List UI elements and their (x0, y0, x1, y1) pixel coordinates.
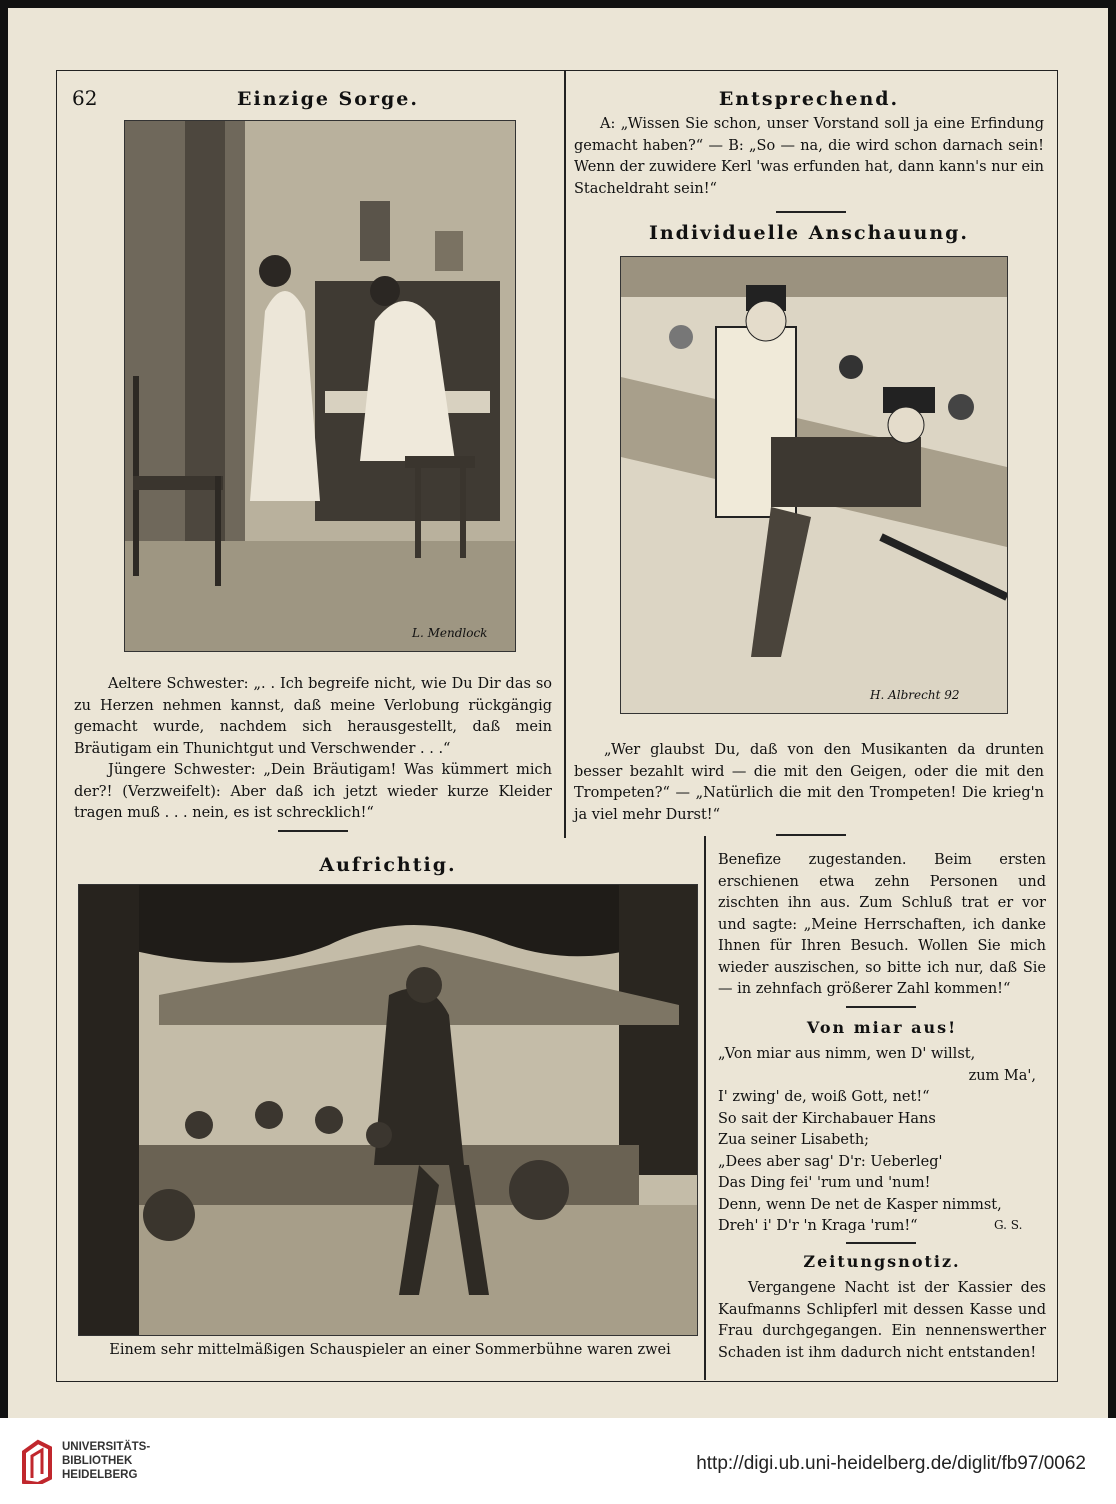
poem-signature: G. S. (994, 1218, 1023, 1232)
poem-line-7: Das Ding fei' 'rum und 'num! (718, 1175, 931, 1191)
paragraph-1: Aeltere Schwester: „. . Ich begreife nicht, wie Du Dir das so zu Herzen nehmen kannst, daß meine Verlobung rückgängig gemacht wurde, nachdem sich herausgestellt, daß mein Bräutigam ein Thunichtgut und Verschwender . . .“ (74, 676, 552, 757)
separator-bottom-right-1 (846, 1006, 916, 1008)
scanned-page (8, 8, 1108, 1418)
library-logo-icon (20, 1438, 54, 1484)
library-name-line-1: UNIVERSITÄTS- (62, 1441, 151, 1453)
text-individuelle-anschauung: „Wer glaubst Du, daß von den Musikanten da drunten besser bezahlt wird — die mit den Geigen, oder die mit den Trompeten?“ — „Natürlich die mit den Trompeten! Die krieg'n ja viel mehr Durst!“ (574, 742, 1044, 823)
poem-line-2: zum Ma', (968, 1067, 1036, 1084)
poem-line-3: I' zwing' de, woiß Gott, net!“ (718, 1089, 930, 1105)
poem-line-4: So sait der Kirchabauer Hans (718, 1110, 936, 1127)
title-einzige-sorge: Einzige Sorge. (237, 88, 419, 110)
poem-line-5: Zua seiner Lisabeth; (718, 1132, 870, 1148)
source-url-link[interactable]: http://digi.ub.uni-heidelberg.de/diglit/fb97/0062 (696, 1453, 1086, 1474)
column-divider-top (564, 70, 566, 838)
poem-line-8: Denn, wenn De net de Kasper nimmst, (718, 1196, 1002, 1213)
poem-line-9: Dreh' i' D'r 'n Kraga 'rum!“ (718, 1218, 918, 1234)
separator-left (278, 830, 348, 832)
poem-von-miar-aus (718, 1044, 1046, 1238)
illustration-musicians-audience (620, 256, 1008, 714)
poem-line-1: „Von miar aus nimm, wen D' willst, (718, 1046, 976, 1062)
illustration-piano-sisters (124, 120, 516, 652)
title-aufrichtig: Aufrichtig. (319, 854, 457, 876)
library-name-line-3: HEIDELBERG (62, 1469, 138, 1481)
column-divider-bottom (704, 836, 706, 1380)
title-individuelle-anschauung: Individuelle Anschauung. (648, 222, 970, 244)
separator-bottom-right-2 (846, 1242, 916, 1244)
text-zeitungsnotiz: Vergangene Nacht ist der Kassier des Kaufmanns Schlipferl mit dessen Kasse und Frau durchgegangen. Ein nennenswerther Schaden ist ihm dadurch nicht entstanden! (718, 1280, 1046, 1361)
illustration-summer-stage (78, 884, 698, 1336)
title-zeitungsnotiz: Zeitungsnotiz. (803, 1252, 961, 1271)
page-number: 62 (72, 86, 98, 110)
library-name-line-2: BIBLIOTHEK (62, 1455, 133, 1467)
title-von-miar-aus: Von miar aus! (806, 1018, 958, 1037)
library-name (62, 1440, 150, 1482)
text-entsprechend: A: „Wissen Sie schon, unser Vorstand soll ja eine Erfindung gemacht haben?“ — B: „So — na, die wird schon darnach sein! Wenn der zuwidere Kerl 'was erfunden hat, dann kann's nur ein Stacheldraht sein!“ (574, 116, 1044, 197)
text-aufrichtig-continuation: Benefize zugestanden. Beim ersten erschienen etwa zehn Personen und zischten ihn aus. Zum Schluß trat er vor und sagte: „Meine Herrschaften, ich danke Ihnen für Ihren Besuch. Wollen Sie mich wieder auszischen, so bitte ich nur, daß Sie — in zehnfach größerer Zahl kommen!“ (718, 852, 1046, 997)
text-einzige-sorge (74, 674, 552, 825)
separator-right-1 (776, 211, 846, 213)
caption-aufrichtig: Einem sehr mittelmäßigen Schauspieler an einer Sommerbühne waren zwei (109, 1342, 671, 1358)
separator-right-2 (776, 834, 846, 836)
illustration-signature-left: L. Mendlock (412, 626, 488, 640)
title-entsprechend: Entsprechend. (718, 88, 900, 110)
poem-line-6: „Dees aber sag' D'r: Ueberleg' (718, 1153, 943, 1170)
illustration-signature-right: H. Albrecht 92 (870, 688, 960, 702)
paragraph-2: Jüngere Schwester: „Dein Bräutigam! Was kümmert mich der?! (Verzweifelt): Aber daß ich jetzt wieder kurze Kleider tragen muß . . . nein, es ist schrecklich!“ (74, 762, 552, 821)
digitization-footer (0, 1418, 1116, 1504)
